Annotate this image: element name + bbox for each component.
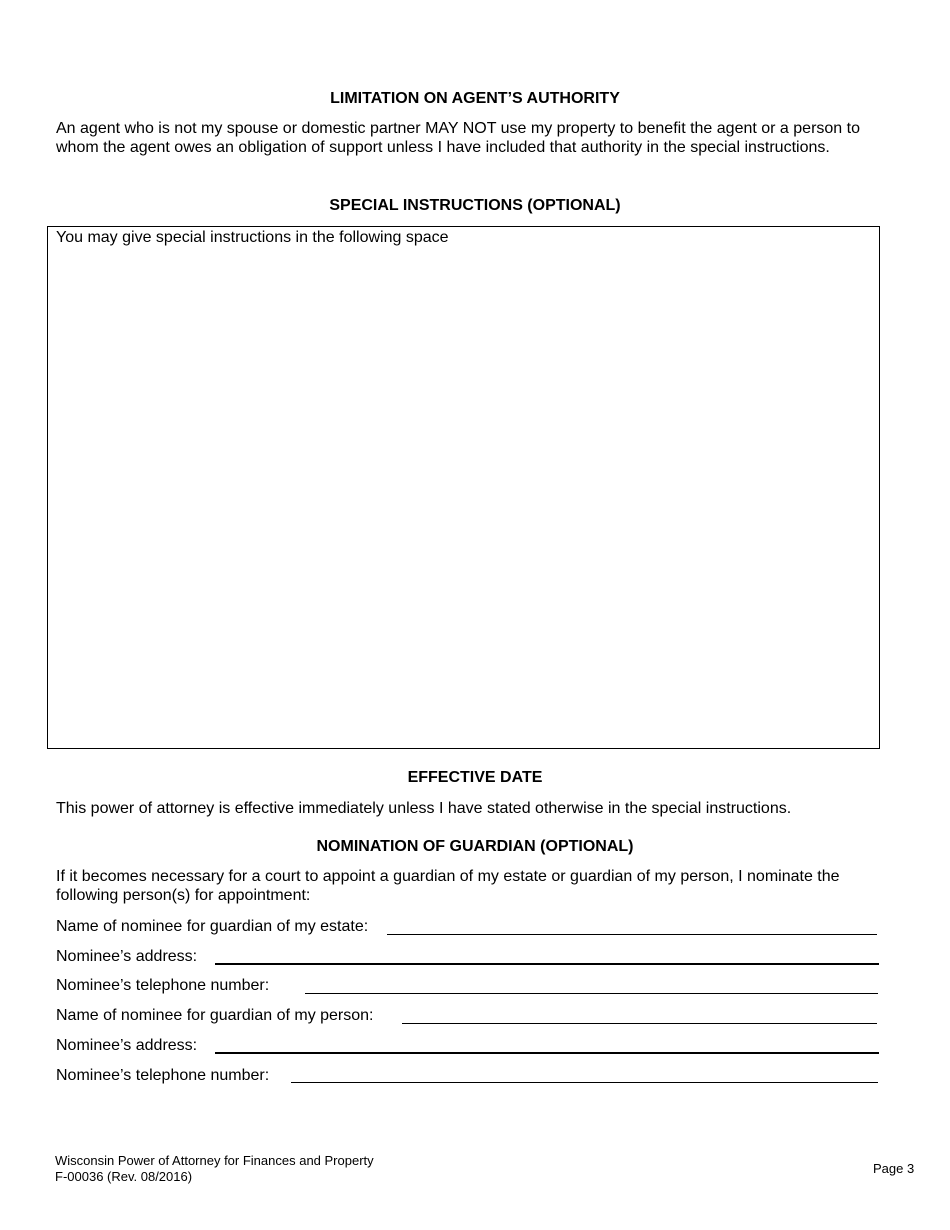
person-nominee-phone-label: Nominee’s telephone number: <box>56 1067 270 1084</box>
estate-nominee-address-label: Nominee’s address: <box>56 948 198 965</box>
person-nominee-phone-line[interactable] <box>291 1082 878 1083</box>
nomination-heading: NOMINATION OF GUARDIAN (OPTIONAL) <box>316 838 634 855</box>
footer-form-number: F-00036 (Rev. 08/2016) <box>55 1169 193 1184</box>
estate-nominee-name-field <box>56 914 880 936</box>
estate-nominee-name-line[interactable] <box>387 934 877 935</box>
person-nominee-address-label: Nominee’s address: <box>56 1037 198 1054</box>
effective-date-text: This power of attorney is effective immediately unless I have stated otherwise in the special instructions. <box>56 800 792 817</box>
person-nominee-name-line[interactable] <box>402 1023 877 1024</box>
estate-nominee-address-line[interactable] <box>215 963 879 965</box>
special-instructions-box[interactable] <box>47 226 880 749</box>
estate-nominee-phone-field <box>56 973 880 995</box>
special-instructions-prompt: You may give special instructions in the following space <box>56 229 449 246</box>
person-nominee-name-field <box>56 1003 880 1025</box>
footer-form-title: Wisconsin Power of Attorney for Finances and Property <box>55 1153 374 1168</box>
person-nominee-name-label: Name of nominee for guardian of my person: <box>56 1007 374 1024</box>
estate-nominee-phone-label: Nominee’s telephone number: <box>56 977 270 994</box>
estate-nominee-phone-line[interactable] <box>305 993 878 994</box>
estate-nominee-name-label: Name of nominee for guardian of my estate: <box>56 918 369 935</box>
footer-form-info <box>55 1153 374 1185</box>
person-nominee-address-line[interactable] <box>215 1052 879 1054</box>
effective-date-heading: EFFECTIVE DATE <box>407 769 543 786</box>
nomination-text: If it becomes necessary for a court to appoint a guardian of my estate or guardian of my person, I nominate the following person(s) for appointment: <box>56 868 840 904</box>
page-number: Page 3 <box>873 1161 915 1176</box>
special-instructions-heading: SPECIAL INSTRUCTIONS (OPTIONAL) <box>329 197 621 214</box>
limitation-text: An agent who is not my spouse or domestic partner MAY NOT use my property to benefit the agent or a person to whom the agent owes an obligation of support unless I have included that authority in the special instructions. <box>56 120 860 156</box>
limitation-heading: LIMITATION ON AGENT’S AUTHORITY <box>330 90 620 107</box>
